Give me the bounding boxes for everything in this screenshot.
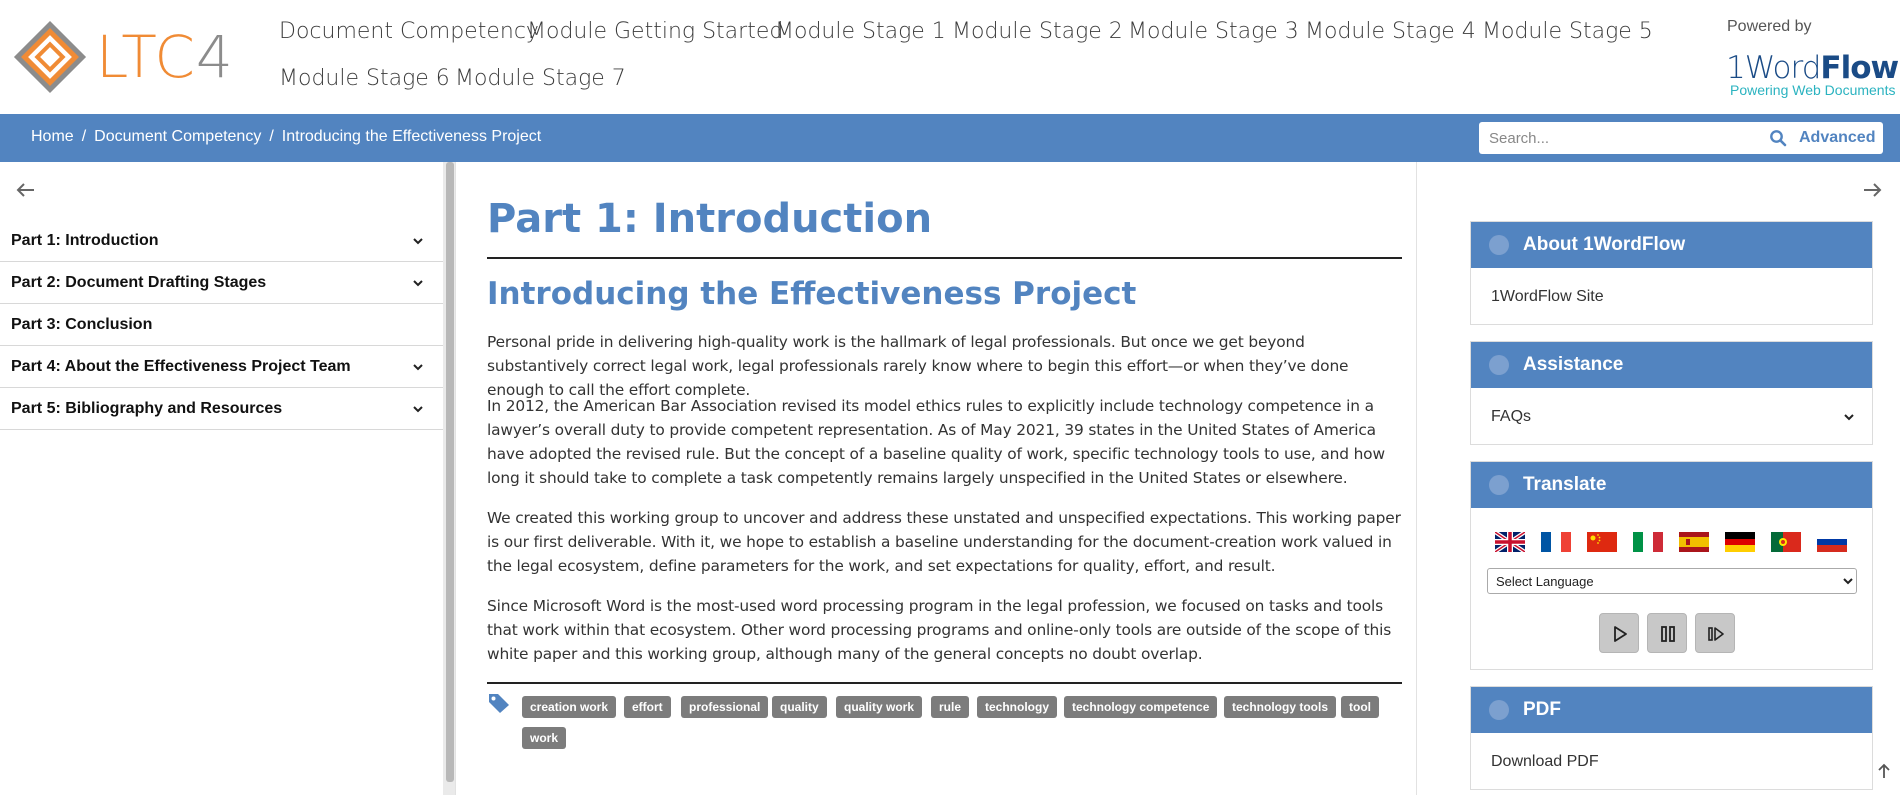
- search-box: [1479, 122, 1883, 154]
- powered-by-label: Powered by: [1727, 18, 1812, 35]
- chevron-down-icon[interactable]: [1843, 412, 1855, 422]
- about-panel: [1470, 221, 1873, 325]
- search-icon[interactable]: [1769, 129, 1787, 147]
- pause-icon: [1659, 625, 1677, 643]
- french-flag-icon[interactable]: [1541, 532, 1571, 552]
- about-panel-title: About 1WordFlow: [1523, 234, 1686, 255]
- nav-module-getting-started[interactable]: Module Getting Started: [527, 19, 784, 44]
- nav-module-stage-2[interactable]: Module Stage 2: [952, 19, 1123, 44]
- about-panel-header: [1471, 222, 1872, 268]
- pdf-panel-header: [1471, 687, 1872, 733]
- tag-quality-work[interactable]: quality work: [836, 696, 922, 718]
- play-button[interactable]: [1599, 613, 1639, 653]
- globe-icon: [1489, 475, 1509, 495]
- download-pdf-link[interactable]: Download PDF: [1491, 753, 1599, 770]
- pause-button[interactable]: [1647, 613, 1687, 653]
- breadcrumb-current-page: Introducing the Effectiveness Project: [281, 128, 542, 145]
- paragraph: Personal pride in delivering high-quality work is the hallmark of legal professionals. But once we get beyond substantively correct legal work, legal professionals rarely know where to begin this effort—or when they’ve done enough to call the effort complete.: [487, 333, 1349, 399]
- german-flag-icon[interactable]: [1725, 532, 1755, 552]
- assistance-panel-header: [1471, 342, 1872, 388]
- translate-panel-header: [1471, 462, 1872, 508]
- english-flag-icon[interactable]: [1495, 532, 1525, 552]
- play-icon: [1611, 625, 1629, 643]
- assistance-panel-title: Assistance: [1523, 354, 1624, 375]
- ltc4-logo-mark-icon: [12, 19, 88, 95]
- chinese-flag-icon[interactable]: [1587, 532, 1617, 552]
- arrow-right-icon[interactable]: [1860, 178, 1884, 202]
- portuguese-flag-icon[interactable]: [1771, 532, 1801, 552]
- toc-item-label: Part 2: Document Drafting Stages: [11, 274, 267, 291]
- breadcrumb-home[interactable]: Home: [31, 128, 74, 145]
- pdf-panel: [1470, 686, 1873, 790]
- nav-module-stage-1[interactable]: Module Stage 1: [775, 19, 946, 44]
- nav-module-stage-5[interactable]: Module Stage 5: [1482, 19, 1653, 44]
- toc-item-part-2[interactable]: [0, 262, 443, 304]
- paragraph: Since Microsoft Word is the most-used word processing program in the legal profession, we focused on tasks and tools that work within that ecosystem. Other word processing programs and online-only tools are outside of the scope of this white paper and this working group, although many of the general concepts no doubt overlap.: [487, 597, 1392, 663]
- nav-module-stage-6[interactable]: Module Stage 6: [279, 66, 450, 91]
- breadcrumb: [31, 128, 541, 146]
- 1wordflow-site-link[interactable]: 1WordFlow Site: [1491, 288, 1604, 305]
- tag-work[interactable]: work: [522, 727, 566, 749]
- ltc4-logo[interactable]: [12, 18, 247, 96]
- assistance-panel: [1470, 341, 1873, 445]
- toc-item-label: Part 1: Introduction: [11, 232, 159, 249]
- toc-item-label: Part 5: Bibliography and Resources: [11, 400, 283, 417]
- info-icon: [1489, 235, 1509, 255]
- toc-item-part-3[interactable]: [0, 304, 443, 346]
- spanish-flag-icon[interactable]: [1679, 532, 1709, 552]
- page-title: Part 1: Introduction: [487, 196, 933, 242]
- paragraph: In 2012, the American Bar Association revised its model ethics rules to explicitly include technology competence in a lawyer’s overall duty to provide competent representation. As of May 2021, 39 states in the United States of America have adopted the revised rule. But the concept of a baseline quality of work, specific technology tools to use, and how long it should take to complete a task competently remains largely unspecified in the United States or elsewhere.: [487, 397, 1385, 487]
- tag-rule[interactable]: rule: [931, 696, 969, 718]
- advanced-search-link[interactable]: Advanced: [1799, 129, 1876, 146]
- site-header: [0, 0, 1900, 114]
- section-title: Introducing the Effectiveness Project: [487, 276, 1137, 312]
- nav-module-stage-7[interactable]: Module Stage 7: [455, 66, 626, 91]
- tag-icon: [487, 692, 511, 714]
- toc-item-label: Part 3: Conclusion: [11, 316, 153, 333]
- 1wordflow-tagline: Powering Web Documents: [1730, 82, 1896, 98]
- arrow-up-icon[interactable]: [1876, 762, 1892, 780]
- nav-document-competency[interactable]: Document Competency: [279, 19, 539, 44]
- breadcrumb-document-competency[interactable]: Document Competency: [94, 128, 262, 145]
- toc-item-part-4[interactable]: [0, 346, 443, 388]
- nav-module-stage-3[interactable]: Module Stage 3: [1128, 19, 1299, 44]
- resume-icon: [1707, 625, 1725, 643]
- paragraph: We created this working group to uncover and address these unstated and unspecified expectations. This working paper is our first deliverable. With it, we hope to establish a baseline understanding for the document-creation work valued in the legal ecosystem, define parameters for the work, and set expectations for quality, effort, and result.: [487, 509, 1401, 575]
- language-select[interactable]: [1487, 568, 1857, 594]
- tag-tool[interactable]: tool: [1341, 696, 1379, 718]
- toc-item-part-1[interactable]: [0, 220, 443, 262]
- title-divider: [487, 257, 1402, 259]
- italian-flag-icon[interactable]: [1633, 532, 1663, 552]
- 1wordflow-logo[interactable]: 1WordFlow: [1726, 50, 1899, 86]
- chevron-down-icon[interactable]: [412, 236, 424, 246]
- logo-text: LTC4: [96, 23, 234, 91]
- toc-item-part-5[interactable]: [0, 388, 443, 430]
- pdf-panel-title: PDF: [1523, 699, 1561, 720]
- tag-technology[interactable]: technology: [977, 696, 1057, 718]
- search-input[interactable]: [1479, 122, 1759, 154]
- content-divider: [487, 682, 1402, 684]
- tag-technology-tools[interactable]: technology tools: [1224, 696, 1336, 718]
- breadcrumb-separator: /: [81, 128, 87, 145]
- tag-creation-work[interactable]: creation work: [522, 696, 616, 718]
- faqs-item[interactable]: FAQs: [1491, 408, 1532, 425]
- nav-module-stage-4[interactable]: Module Stage 4: [1305, 19, 1476, 44]
- pdf-icon: [1489, 700, 1509, 720]
- resume-button[interactable]: [1695, 613, 1735, 653]
- toc-scrollbar-thumb[interactable]: [446, 162, 454, 782]
- tag-effort[interactable]: effort: [624, 696, 671, 718]
- russian-flag-icon[interactable]: [1817, 532, 1847, 552]
- translate-panel: [1470, 461, 1873, 670]
- arrow-left-icon[interactable]: [14, 178, 38, 202]
- breadcrumb-bar: [0, 114, 1900, 162]
- chevron-down-icon[interactable]: [412, 278, 424, 288]
- help-icon: [1489, 355, 1509, 375]
- tag-professional[interactable]: professional: [681, 696, 768, 718]
- chevron-down-icon[interactable]: [412, 362, 424, 372]
- translate-panel-title: Translate: [1523, 474, 1607, 495]
- breadcrumb-separator: /: [269, 128, 274, 145]
- tag-quality[interactable]: quality: [772, 696, 827, 718]
- tag-technology-competence[interactable]: technology competence: [1064, 696, 1217, 718]
- chevron-down-icon[interactable]: [412, 404, 424, 414]
- toc-item-label: Part 4: About the Effectiveness Project Team: [11, 358, 351, 375]
